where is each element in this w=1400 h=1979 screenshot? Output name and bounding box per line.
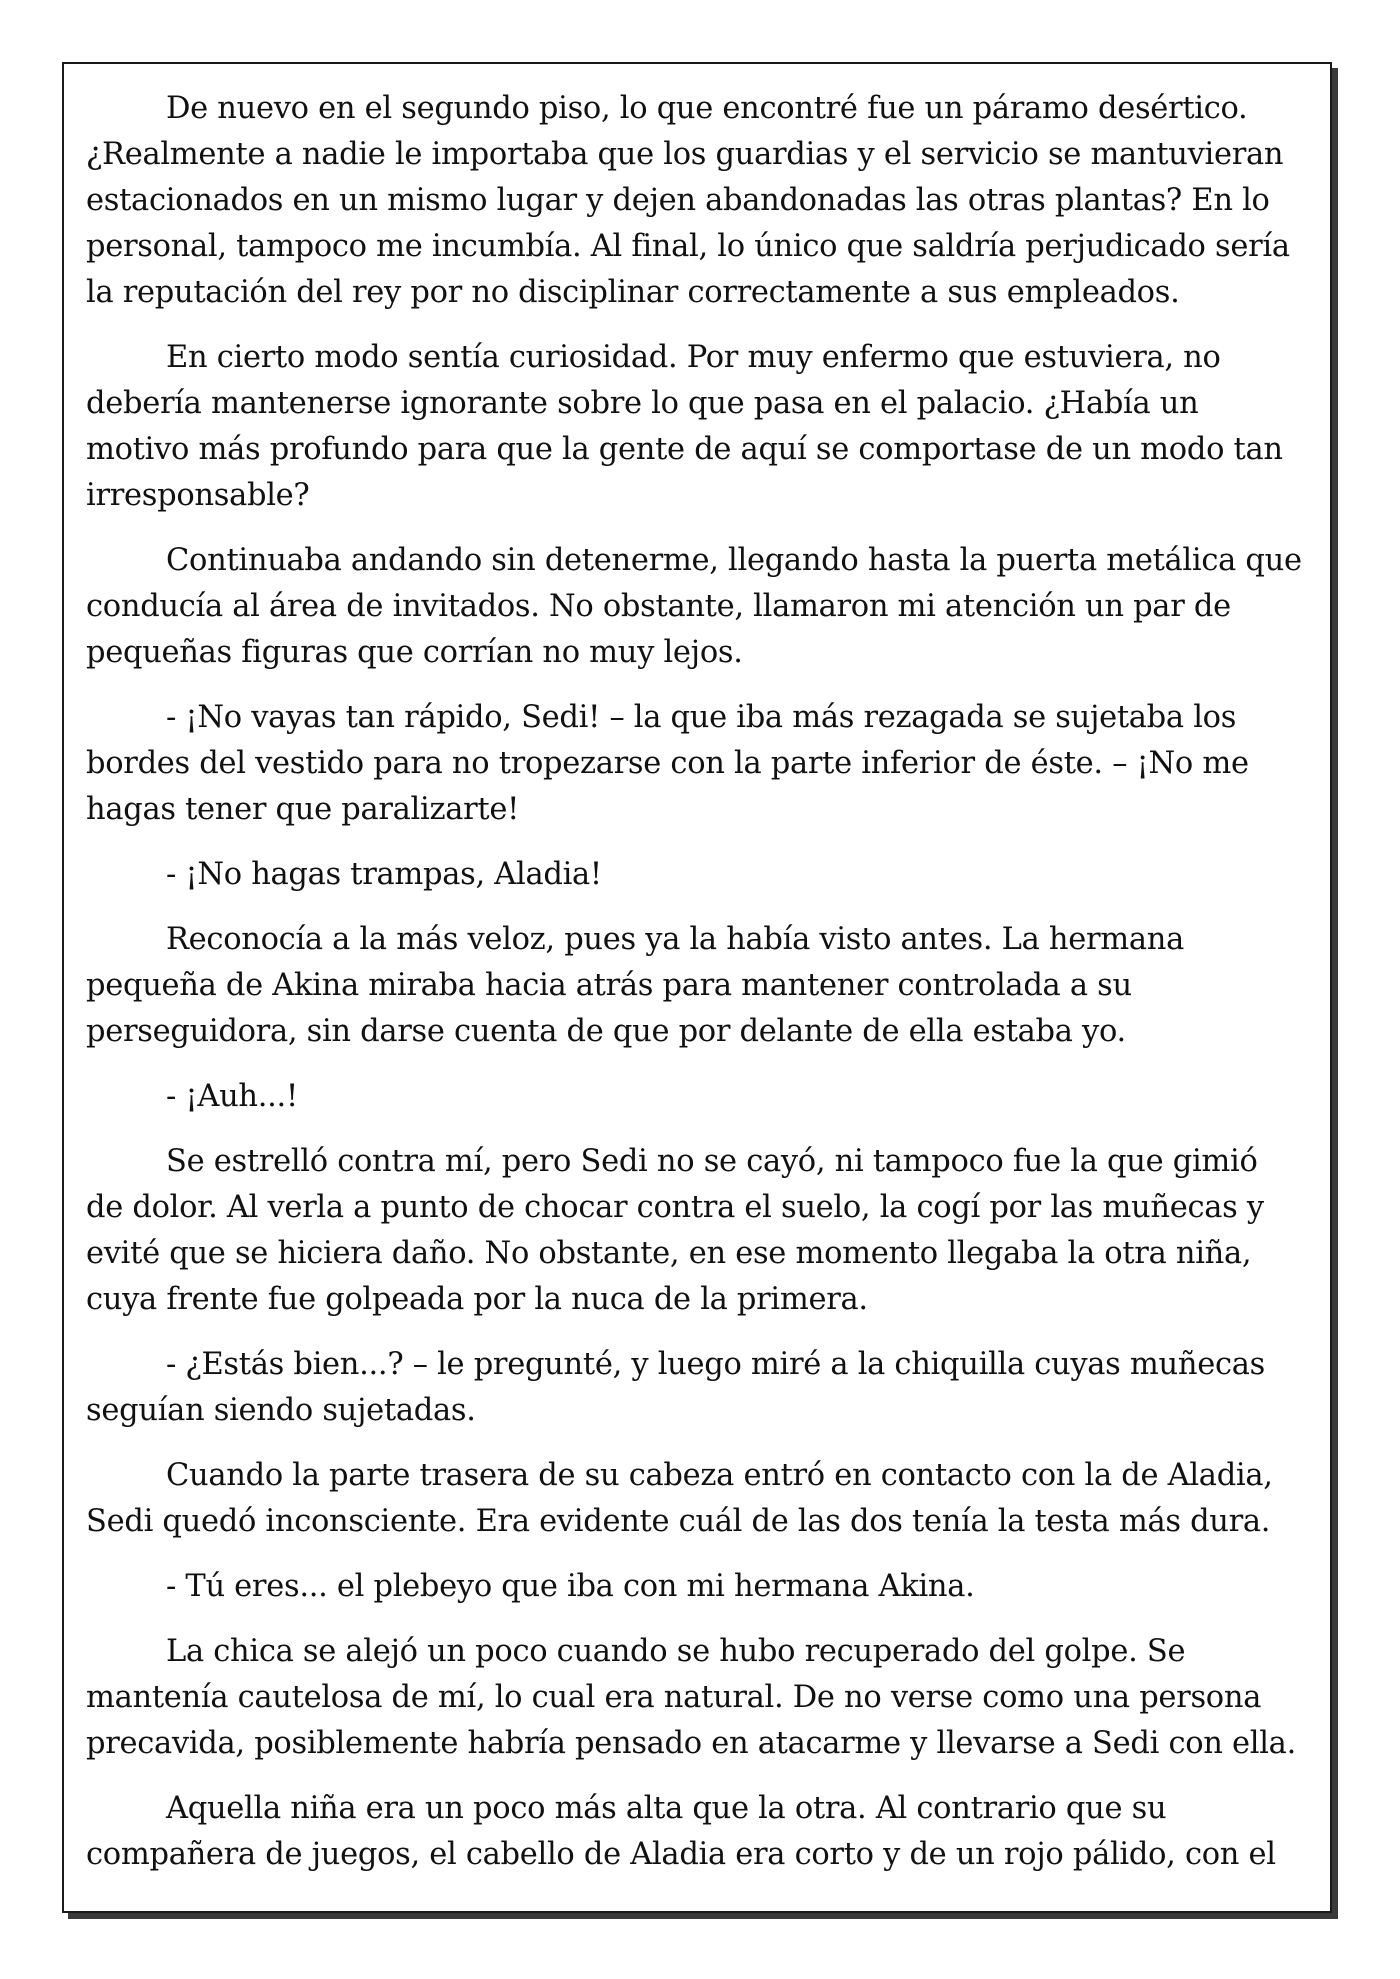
document-body <box>86 86 1302 1897</box>
paragraph: La chica se alejó un poco cuando se hubo recuperado del golpe. Se mantenía cautelosa de mí, lo cual era natural. De no verse como una persona precavida, posiblemente habría pensado en atacarme y llevarse a Sedi con ella. <box>86 1634 1296 1761</box>
paragraph: En cierto modo sentía curiosidad. Por muy enfermo que estuviera, no debería mantenerse ignorante sobre lo que pasa en el palacio. ¿Había un motivo más profundo para que la gente de aquí se comportase de un modo tan irresponsable? <box>86 340 1283 513</box>
page-frame <box>62 62 1332 1913</box>
dialogue-paragraph: - ¡No vayas tan rápido, Sedi! – la que iba más rezagada se sujetaba los bordes del vestido para no tropezarse con la parte inferior de éste. – ¡No me hagas tener que paralizarte! <box>86 700 1249 827</box>
paragraph: Continuaba andando sin detenerme, llegando hasta la puerta metálica que conducía al área de invitados. No obstante, llamaron mi atención un par de pequeñas figuras que corrían no muy lejos. <box>86 543 1302 670</box>
dialogue-paragraph: - ¿Estás bien...? – le pregunté, y luego miré a la chiquilla cuyas muñecas seguían siendo sujetadas. <box>86 1347 1265 1428</box>
paragraph: Se estrelló contra mí, pero Sedi no se cayó, ni tampoco fue la que gimió de dolor. Al verla a punto de chocar contra el suelo, la cogí por las muñecas y evité que se hiciera daño. No obstante, en ese momento llegaba la otra niña, cuya frente fue golpeada por la nuca de la primera. <box>86 1144 1264 1317</box>
dialogue-paragraph: - Tú eres... el plebeyo que iba con mi hermana Akina. <box>166 1569 975 1604</box>
paragraph: Reconocía a la más veloz, pues ya la había visto antes. La hermana pequeña de Akina miraba hacia atrás para mantener controlada a su perseguidora, sin darse cuenta de que por delante de ella estaba yo. <box>86 922 1184 1049</box>
paragraph: Cuando la parte trasera de su cabeza entró en contacto con la de Aladia, Sedi quedó inconsciente. Era evidente cuál de las dos tenía la testa más dura. <box>86 1458 1273 1539</box>
paragraph: Aquella niña era un poco más alta que la otra. Al contrario que su compañera de juegos, el cabello de Aladia era corto y de un rojo pálido, con el <box>86 1791 1276 1872</box>
paragraph: De nuevo en el segundo piso, lo que encontré fue un páramo desértico. ¿Realmente a nadie le importaba que los guardias y el servicio se mantuvieran estacionados en un mismo lugar y dejen abandonadas las otras plantas? En lo personal, tampoco me incumbía. Al final, lo único que saldría perjudicado sería la reputación del rey por no disciplinar correctamente a sus empleados. <box>86 91 1290 310</box>
dialogue-paragraph: - ¡Auh...! <box>166 1079 298 1114</box>
dialogue-paragraph: - ¡No hagas trampas, Aladia! <box>166 857 602 892</box>
